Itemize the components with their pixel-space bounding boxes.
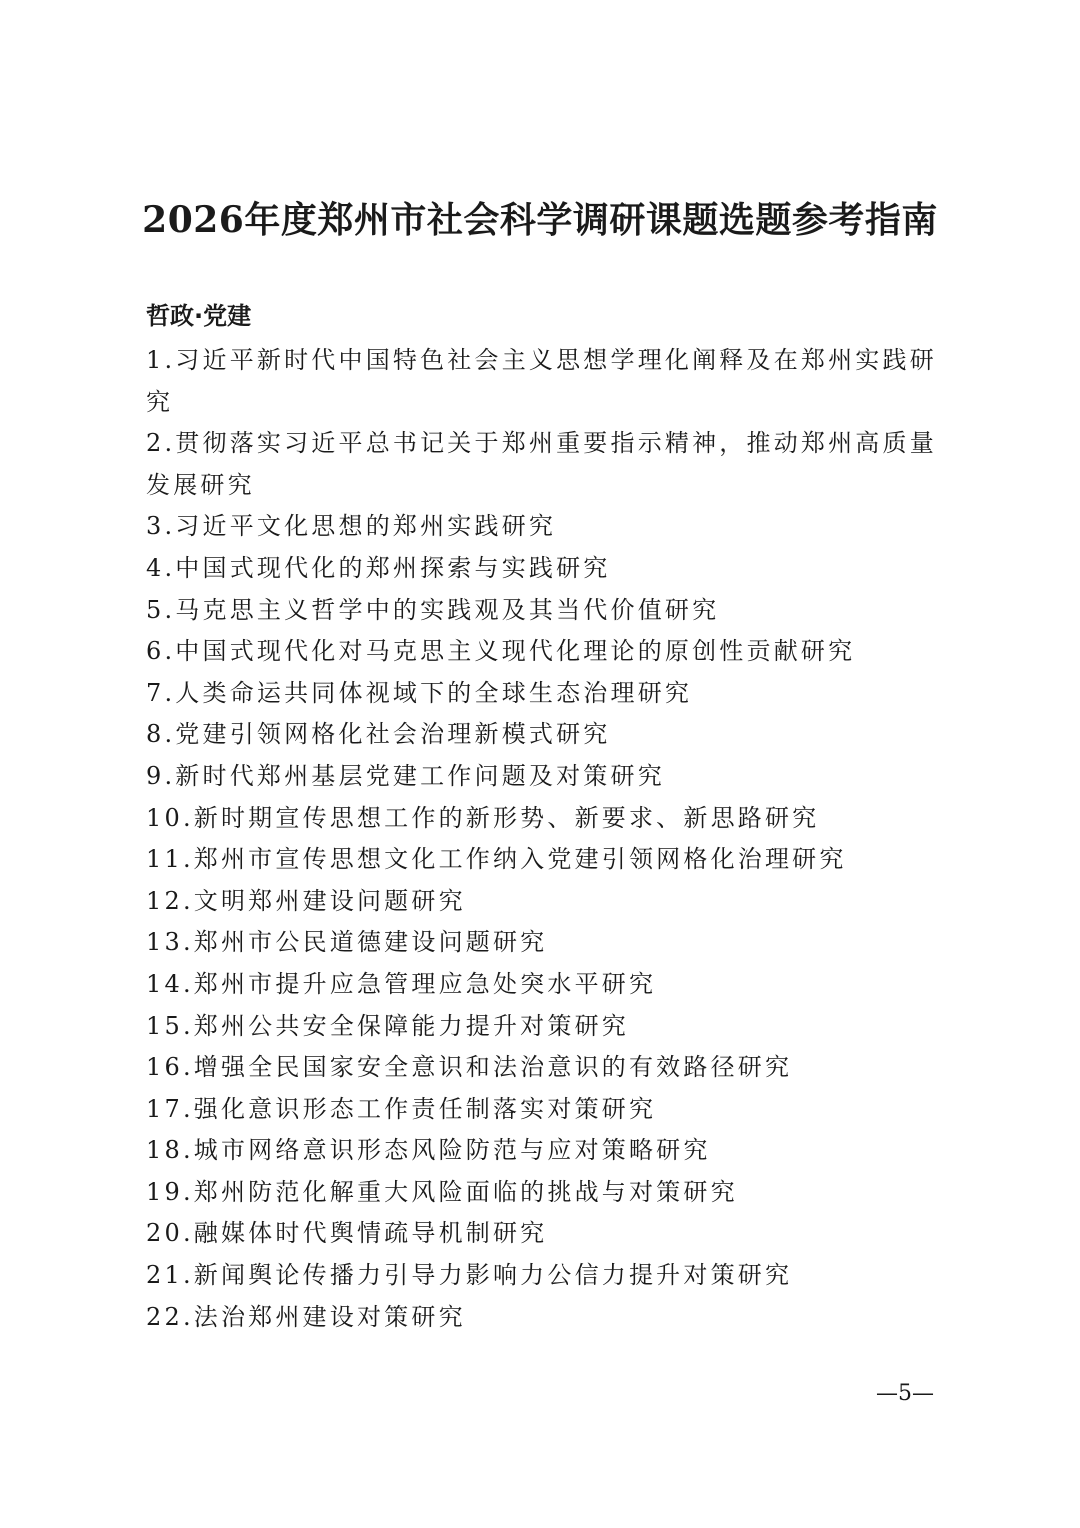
topic-item: 2.贯彻落实习近平总书记关于郑州重要指示精神，推动郑州高质量发展研究 — [146, 429, 937, 499]
topic-item: 14.郑州市提升应急管理应急处突水平研究 — [146, 969, 657, 998]
topic-item: 21.新闻舆论传播力引导力影响力公信力提升对策研究 — [146, 1261, 793, 1290]
topic-item: 17.强化意识形态工作责任制落实对策研究 — [146, 1094, 657, 1123]
topic-item: 5.马克思主义哲学中的实践观及其当代价值研究 — [146, 595, 720, 624]
page-title: 2026年度郑州市社会科学调研课题选题参考指南 — [142, 199, 938, 241]
topic-item: 22.法治郑州建设对策研究 — [146, 1302, 466, 1331]
topic-item: 6.中国式现代化对马克思主义现代化理论的原创性贡献研究 — [146, 637, 856, 666]
section-heading: 哲政·党建 — [146, 302, 252, 330]
topic-item: 11.郑州市宣传思想文化工作纳入党建引领网格化治理研究 — [146, 845, 847, 874]
topic-item: 3.习近平文化思想的郑州实践研究 — [146, 512, 557, 541]
topic-item: 8.党建引领网格化社会治理新模式研究 — [146, 720, 611, 749]
topic-item: 1.习近平新时代中国特色社会主义思想学理化阐释及在郑州实践研究 — [146, 346, 937, 416]
topic-item: 13.郑州市公民道德建设问题研究 — [146, 928, 548, 957]
topic-list — [146, 340, 938, 1338]
topic-item: 18.城市网络意识形态风险防范与应对策略研究 — [146, 1136, 711, 1165]
page-number: —5— — [876, 1381, 934, 1406]
topic-item: 9.新时代郑州基层党建工作问题及对策研究 — [146, 761, 665, 790]
topic-item: 12.文明郑州建设问题研究 — [146, 886, 466, 915]
topic-item: 15.郑州公共安全保障能力提升对策研究 — [146, 1011, 629, 1040]
topic-item: 20.融媒体时代舆情疏导机制研究 — [146, 1219, 548, 1248]
topic-item: 4.中国式现代化的郑州探索与实践研究 — [146, 553, 611, 582]
topic-item: 7.人类命运共同体视域下的全球生态治理研究 — [146, 678, 693, 707]
topic-item: 16.增强全民国家安全意识和法治意识的有效路径研究 — [146, 1053, 793, 1082]
topic-item: 10.新时期宣传思想工作的新形势、新要求、新思路研究 — [146, 803, 820, 832]
topic-item: 19.郑州防范化解重大风险面临的挑战与对策研究 — [146, 1177, 738, 1206]
